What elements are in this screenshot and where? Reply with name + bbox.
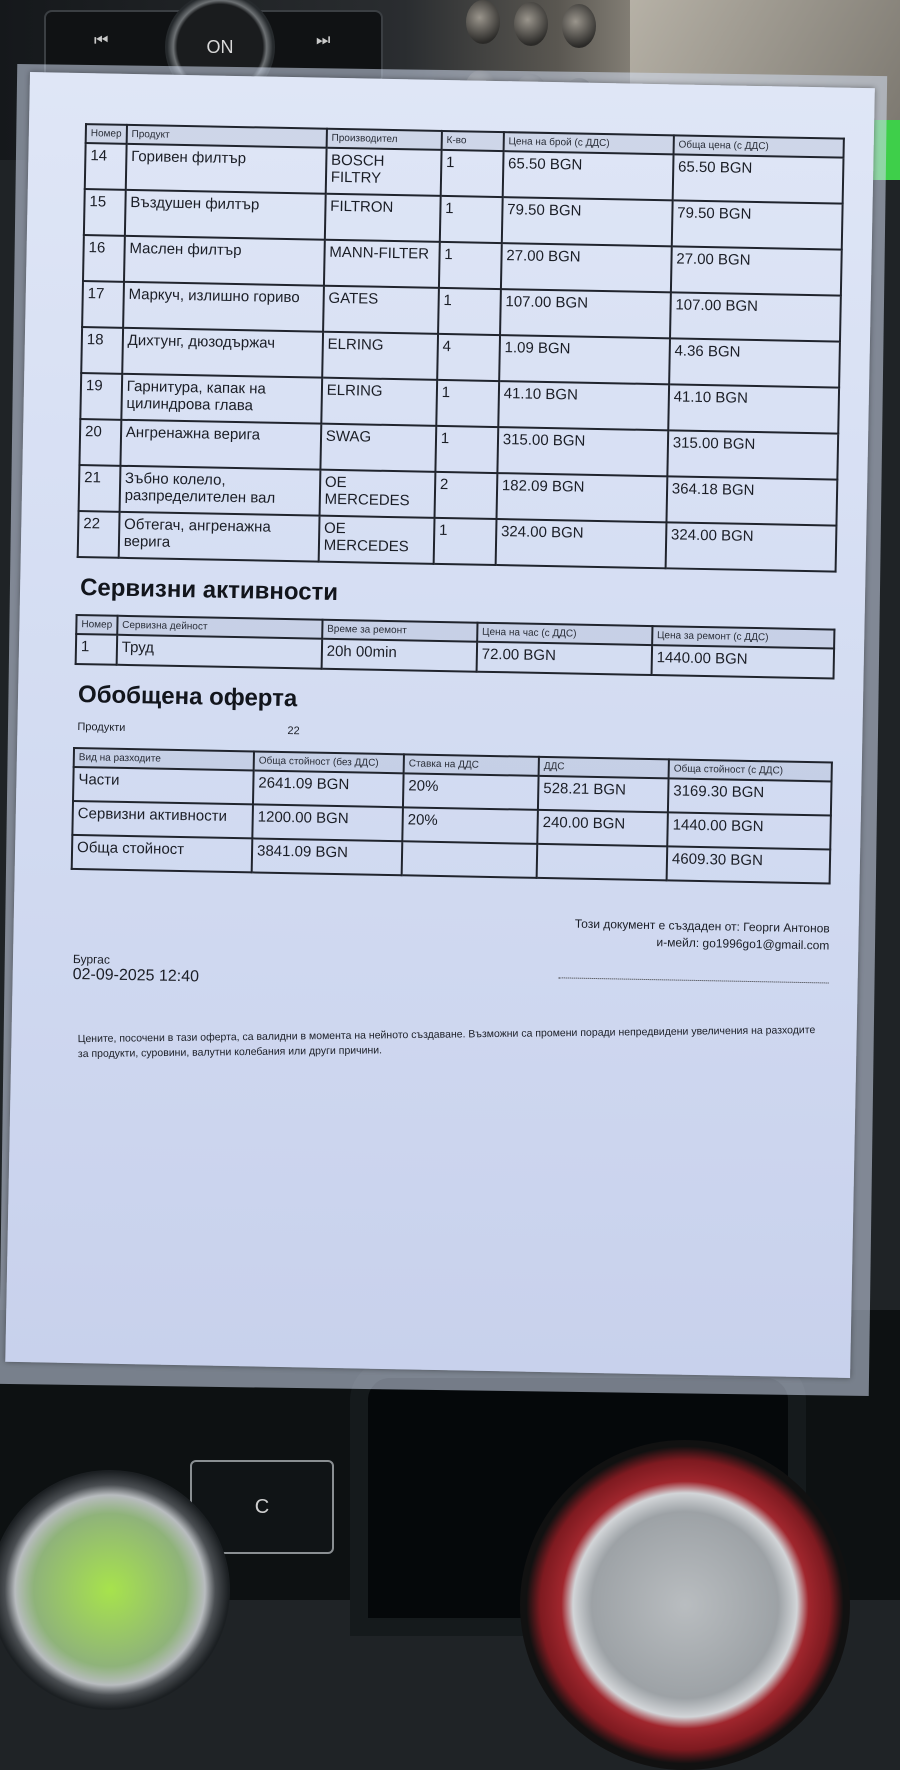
services-table: [75, 614, 836, 680]
row-number: 16: [83, 235, 125, 282]
product-name: Дихтунг, дюзодържач: [122, 328, 323, 378]
line-total: 27.00 BGN: [671, 246, 842, 295]
net-total: 2641.09 BGN: [253, 770, 404, 807]
disclaimer: Цените, посочени в тази оферта, са валидни в момента на нейното създаване. Възможни са промени поради непредвидени увеличения на разходите за продукти, суровини, валутни колебания или други причини.: [77, 1024, 816, 1061]
vat-amount: 528.21 BGN: [538, 776, 669, 812]
manufacturer: OE MERCEDES: [318, 516, 434, 564]
col-repair-time: Време за ремонт: [322, 620, 477, 642]
row-number: 14: [85, 143, 127, 190]
manufacturer: ELRING: [321, 378, 437, 426]
power-on-knob[interactable]: ON: [165, 0, 275, 102]
line-total: 107.00 BGN: [670, 292, 841, 341]
services-title: Сервизни активности: [79, 574, 339, 607]
products-count: 22: [287, 725, 300, 738]
line-total: 41.10 BGN: [668, 384, 839, 433]
vat-rate: 20%: [402, 807, 538, 844]
col-product: Продукт: [126, 125, 326, 148]
quantity: 1: [438, 288, 501, 335]
manufacturer: OE MERCEDES: [319, 470, 435, 518]
col-repair-price: Цена за ремонт (с ДДС): [652, 626, 835, 648]
quantity: 1: [436, 380, 499, 427]
author-block: [69, 906, 830, 955]
line-total: 4.36 BGN: [669, 338, 840, 387]
unit-price: 107.00 BGN: [500, 289, 671, 338]
col-unit-price: Цена на брой (с ДДС): [503, 132, 673, 154]
net-total: 1200.00 BGN: [252, 804, 403, 841]
quantity: 1: [433, 518, 496, 565]
email-line: и-мейл: go1996go1@gmail.com: [656, 935, 830, 953]
unit-price: 315.00 BGN: [497, 427, 668, 476]
col-gross-total: Обща стойност (с ДДС): [669, 759, 832, 781]
vat-amount: [537, 844, 668, 880]
gross-total: 3169.30 BGN: [668, 778, 832, 815]
date-time: 02-09-2025 12:40: [72, 965, 200, 986]
row-number: 22: [78, 511, 120, 558]
quantity: 2: [434, 472, 497, 519]
expense-type: Обща стойност: [72, 835, 253, 872]
manufacturer: GATES: [323, 286, 439, 334]
product-name: Ангренажна верига: [120, 420, 321, 470]
row-number: 19: [80, 373, 122, 420]
city: Бургас: [72, 951, 111, 967]
c-button[interactable]: C: [190, 1460, 334, 1554]
line-total: 315.00 BGN: [667, 430, 838, 479]
manufacturer: FILTRON: [325, 194, 441, 242]
unit-price: 324.00 BGN: [495, 519, 666, 568]
line-total: 324.00 BGN: [665, 522, 836, 571]
quantity: 1: [439, 242, 502, 289]
manufacturer: BOSCH FILTRY: [325, 148, 441, 196]
vat-rate: [402, 841, 538, 878]
manufacturer: ELRING: [322, 332, 438, 380]
keypad-button-6[interactable]: [562, 4, 596, 48]
keypad-button-4[interactable]: [466, 0, 500, 44]
col-net-total: Обща стойност (без ДДС): [254, 751, 404, 773]
row-number: 18: [81, 327, 123, 374]
quantity: 1: [440, 196, 503, 243]
gross-total: 1440.00 BGN: [667, 812, 831, 849]
expense-type: Части: [73, 767, 254, 804]
row-number: 20: [79, 419, 121, 466]
service-activity: Труд: [116, 635, 322, 669]
manufacturer: SWAG: [320, 424, 436, 472]
col-hourly-price: Цена на час (с ДДС): [477, 623, 652, 645]
products-table: [77, 123, 845, 573]
row-number: 1: [76, 634, 117, 665]
offer-document: [5, 72, 875, 1378]
unit-price: 65.50 BGN: [502, 151, 673, 200]
col-number: Номер: [76, 615, 117, 635]
row-number: 17: [82, 281, 124, 328]
col-qty: К-во: [441, 131, 503, 151]
row-number: 15: [84, 189, 126, 236]
products-label: Продукти: [77, 721, 126, 734]
drink-can: [520, 1440, 850, 1770]
hourly-price: 72.00 BGN: [476, 642, 652, 675]
col-activity: Сервизна дейност: [117, 616, 322, 639]
repair-price: 1440.00 BGN: [651, 645, 834, 678]
summary-title: Обобщена оферта: [77, 681, 298, 713]
product-name: Маркуч, излишно гориво: [123, 282, 324, 332]
col-vat: ДДС: [539, 757, 669, 778]
product-name: Зъбно колело, разпределителен вал: [119, 466, 320, 516]
col-maker: Производител: [326, 129, 441, 150]
product-name: Маслен филтър: [124, 236, 325, 286]
quantity: 1: [435, 426, 498, 473]
row-number: 21: [79, 465, 121, 512]
unit-price: 1.09 BGN: [499, 335, 670, 384]
vat-rate: 20%: [403, 773, 539, 810]
repair-time: 20h 00min: [321, 639, 477, 672]
summary-table: [71, 747, 833, 885]
expense-type: Сервизни активности: [72, 801, 253, 838]
line-total: 79.50 BGN: [672, 200, 843, 249]
keypad-button-5[interactable]: [514, 2, 548, 46]
unit-price: 27.00 BGN: [501, 243, 672, 292]
line-total: 65.50 BGN: [672, 154, 843, 203]
quantity: 1: [440, 150, 503, 197]
gross-total: 4609.30 BGN: [667, 846, 831, 883]
previous-track-icon[interactable]: ⏮: [94, 32, 109, 49]
quantity: 4: [437, 334, 500, 381]
unit-price: 182.09 BGN: [496, 473, 667, 522]
col-total: Обща цена (с ДДС): [673, 135, 844, 157]
product-name: Гарнитура, капак на цилиндрова глава: [121, 374, 322, 424]
product-name: Въздушен филтър: [125, 190, 326, 240]
products-count-line: [77, 721, 833, 748]
product-name: Горивен филтър: [126, 144, 327, 194]
col-number: Номер: [86, 124, 127, 144]
author-line: Този документ е създаден от: Георги Антонов: [574, 916, 830, 936]
manufacturer: MANN-FILTER: [324, 240, 440, 288]
col-expense-type: Вид на разходите: [74, 748, 254, 770]
net-total: 3841.09 BGN: [252, 838, 403, 875]
next-track-icon[interactable]: ⏭: [316, 32, 331, 49]
green-knob: [0, 1470, 230, 1710]
unit-price: 79.50 BGN: [502, 197, 673, 246]
col-vat-rate: Ставка на ДДС: [404, 754, 539, 776]
line-total: 364.18 BGN: [666, 476, 837, 525]
unit-price: 41.10 BGN: [498, 381, 669, 430]
vat-amount: 240.00 BGN: [537, 810, 668, 846]
product-name: Обтегач, ангренажна верига: [118, 512, 319, 562]
